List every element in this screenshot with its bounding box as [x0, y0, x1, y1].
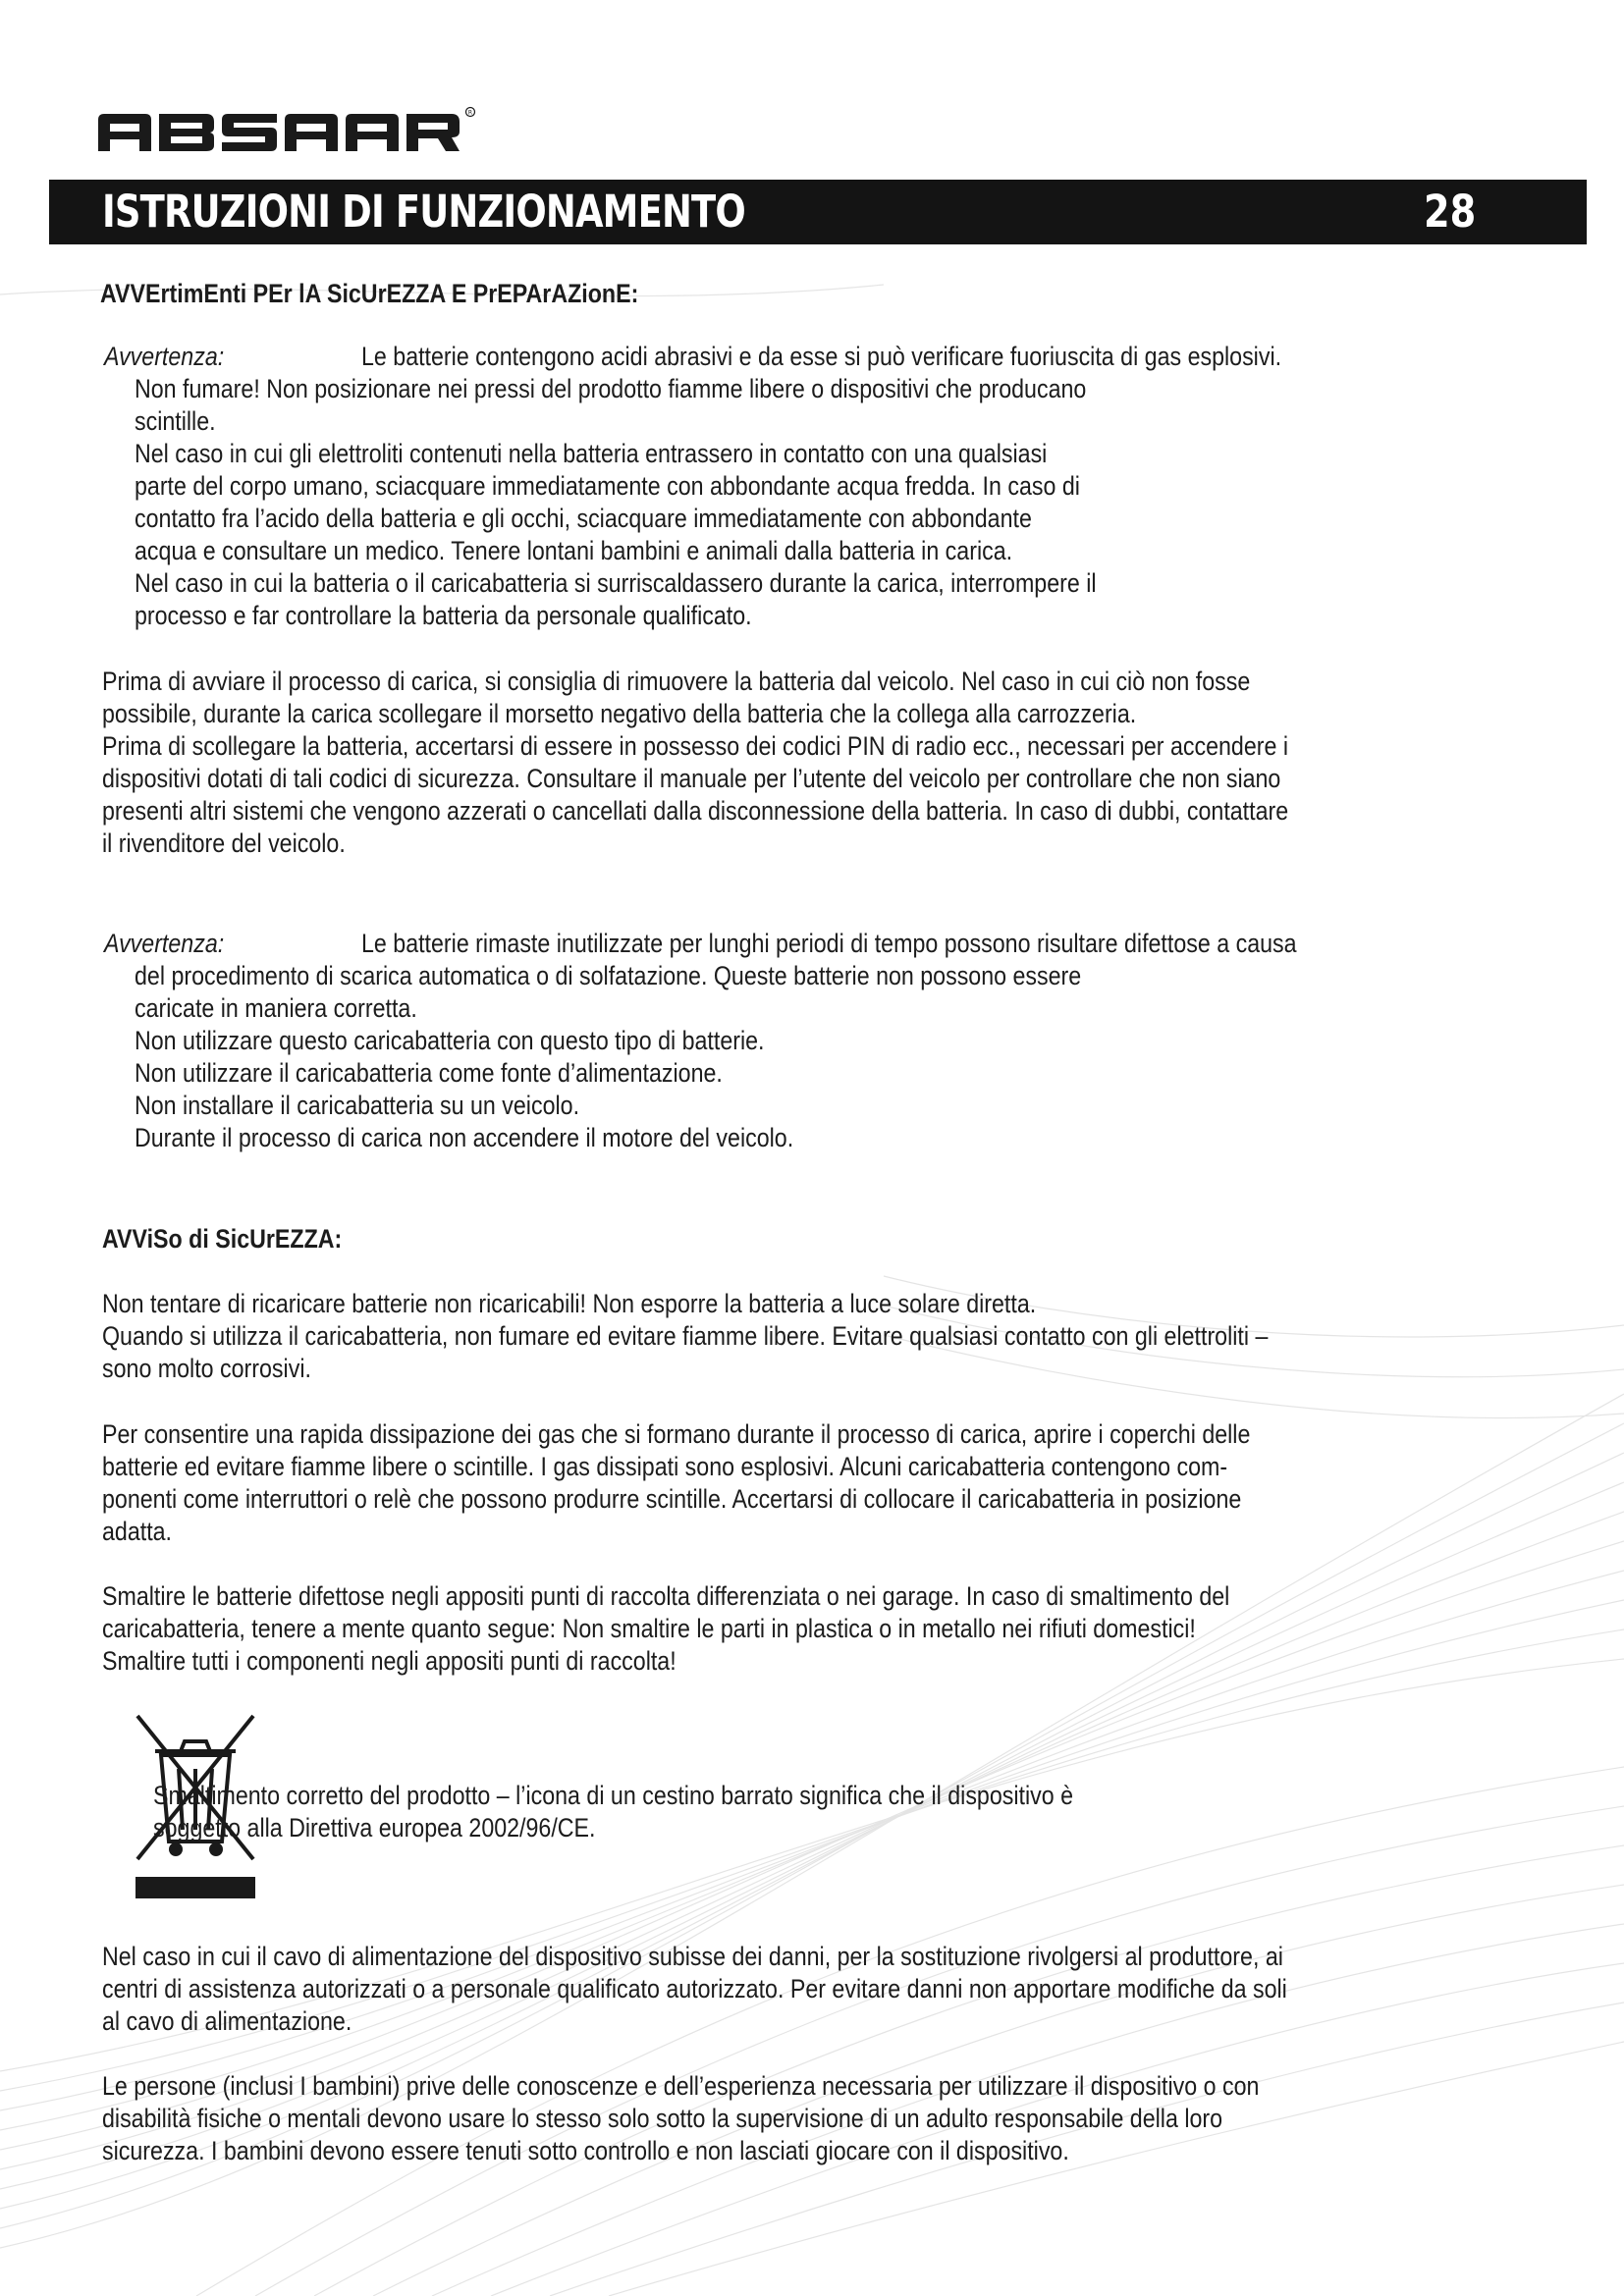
warning-text-line: caricate in maniera corretta.	[135, 993, 417, 1023]
warning-label: Avvertenza:	[104, 342, 225, 371]
warning-text-line: acqua e consultare un medico. Tenere lontani bambini e animali dalla batteria in carica.	[135, 536, 1013, 565]
paragraph-line: Smaltire le batterie difettose negli appositi punti di raccolta differenziata o nei garage. In caso di smaltimento del	[102, 1581, 1230, 1611]
paragraph-line: Prima di scollegare la batteria, accertarsi di essere in possesso dei codici PIN di radio ecc., necessari per accendere i	[102, 731, 1289, 761]
paragraph-line: batterie ed evitare fiamme libere o scintille. I gas dissipati sono esplosivi. Alcuni caricabatteria contengono com-	[102, 1452, 1228, 1481]
section-heading-safety-notice: AVViSo di SicUrEZZA:	[102, 1224, 343, 1254]
warning-text-line: Nel caso in cui gli elettroliti contenuti nella batteria entrassero in contatto con una qualsiasi	[135, 439, 1048, 468]
warning-text-line: Non installare il caricabatteria su un veicolo.	[135, 1091, 580, 1120]
warning-text-line: del procedimento di scarica automatica o di solfatazione. Queste batterie non possono essere	[135, 961, 1082, 990]
paragraph-line: Per consentire una rapida dissipazione dei gas che si formano durante il processo di carica, aprire i coperchi delle	[102, 1419, 1251, 1449]
paragraph-line: Prima di avviare il processo di carica, si consiglia di rimuovere la batteria dal veicolo. Nel caso in cui ciò non fosse	[102, 667, 1251, 696]
page-title: ISTRUZIONI DI FUNZIONAMENTO	[102, 186, 745, 238]
warning-text-line: Nel caso in cui la batteria o il caricabatteria si surriscaldassero durante la carica, interrompere il	[135, 568, 1097, 598]
paragraph-line: sono molto corrosivi.	[102, 1354, 311, 1383]
warning-text-line: scintille.	[135, 406, 216, 436]
section-heading-safety-preparation: AVVErtimEnti PEr lA SicUrEZZA E PrEPArAZionE:	[100, 279, 639, 308]
warning-text-line: Non utilizzare questo caricabatteria con questo tipo di batterie.	[135, 1026, 765, 1055]
paragraph-line: presenti altri sistemi che vengono azzerati o cancellati dalla disconnessione della batteria. In caso di dubbi, contattare	[102, 796, 1289, 826]
paragraph-line: possibile, durante la carica scollegare il morsetto negativo della batteria che la collega alla carrozzeria.	[102, 699, 1137, 728]
paragraph-line: Le persone (inclusi I bambini) prive delle conoscenze e dell’esperienza necessaria per utilizzare il dispositivo o con	[102, 2071, 1260, 2101]
weee-text-line: soggetto alla Direttiva europea 2002/96/CE.	[153, 1813, 596, 1842]
paragraph-line: ponenti come interruttori o relè che possono produrre scintille. Accertarsi di collocare il caricabatteria in posizione	[102, 1484, 1242, 1514]
warning-text-line: parte del corpo umano, sciacquare immediatamente con abbondante acqua fredda. In caso di	[135, 471, 1080, 501]
warning-text-line: Le batterie contengono acidi abrasivi e da esse si può verificare fuoriuscita di gas esplosivi.	[361, 342, 1282, 371]
paragraph-line: caricabatteria, tenere a mente quanto segue: Non smaltire le parti in plastica o in metallo nei rifiuti domestici!	[102, 1614, 1196, 1643]
warning-text-line: Le batterie rimaste inutilizzate per lunghi periodi di tempo possono risultare difettose a causa	[361, 929, 1297, 958]
warning-text-line: Non utilizzare il caricabatteria come fonte d’alimentazione.	[135, 1058, 723, 1088]
weee-text-line: Smaltimento corretto del prodotto – l’icona di un cestino barrato significa che il dispositivo è	[153, 1781, 1074, 1810]
paragraph-line: Non tentare di ricaricare batterie non ricaricabili! Non esporre la batteria a luce solare diretta.	[102, 1289, 1037, 1318]
paragraph-line: adatta.	[102, 1517, 173, 1546]
absaar-logo-mark	[96, 106, 479, 153]
paragraph-line: il rivenditore del veicolo.	[102, 828, 346, 858]
paragraph-line: centri di assistenza autorizzati o a personale qualificato autorizzato. Per evitare danni non apportare modifiche da soli	[102, 1974, 1287, 2003]
paragraph-line: Smaltire tutti i componenti negli appositi punti di raccolta!	[102, 1646, 677, 1676]
paragraph-line: dispositivi dotati di tali codici di sicurezza. Consultare il manuale per l’utente del veicolo per controllare che non siano	[102, 764, 1281, 793]
brand-logo	[96, 106, 479, 153]
paragraph-line: disabilità fisiche o mentali devono usare lo stesso solo sotto la supervisione di un adulto responsabile della loro	[102, 2104, 1223, 2133]
warning-text-line: processo e far controllare la batteria da personale qualificato.	[135, 601, 752, 630]
paragraph-line: Quando si utilizza il caricabatteria, non fumare ed evitare fiamme libere. Evitare qualsiasi contatto con gli elettroliti –	[102, 1321, 1269, 1351]
warning-label: Avvertenza:	[104, 929, 225, 958]
warning-text-line: Durante il processo di carica non accendere il motore del veicolo.	[135, 1123, 794, 1152]
warning-text-line: Non fumare! Non posizionare nei pressi del prodotto fiamme libere o dispositivi che producano	[135, 374, 1087, 403]
paragraph-line: Nel caso in cui il cavo di alimentazione del dispositivo subisse dei danni, per la sostituzione rivolgersi al produttore, ai	[102, 1942, 1283, 1971]
warning-text-line: contatto fra l’acido della batteria e gli occhi, sciacquare immediatamente con abbondante	[135, 504, 1032, 533]
header-banner	[49, 180, 1587, 244]
paragraph-line: sicurezza. I bambini devono essere tenuti sotto controllo e non lasciati giocare con il dispositivo.	[102, 2136, 1069, 2165]
page-number: 28	[1424, 186, 1477, 238]
svg-text:R: R	[467, 109, 473, 117]
paragraph-line: al cavo di alimentazione.	[102, 2006, 352, 2036]
